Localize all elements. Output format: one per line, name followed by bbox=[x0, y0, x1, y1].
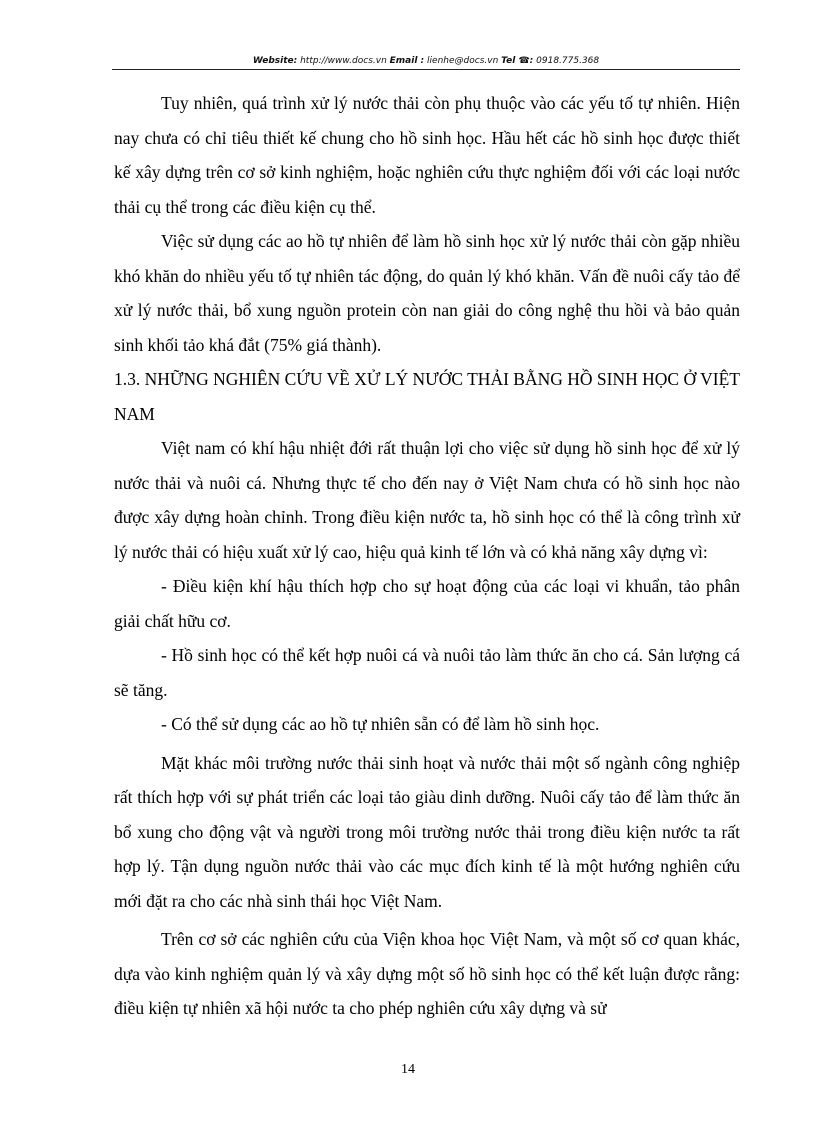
bullet-item: - Điều kiện khí hậu thích hợp cho sự hoạt động của các loại vi khuẩn, tảo phân giải chất hữu cơ. bbox=[114, 576, 740, 631]
tel-value: 0918.775.368 bbox=[536, 56, 600, 66]
section-heading: 1.3. NHỮNG NGHIÊN CỨU VỀ XỬ LÝ NƯỚC THẢI BẰNG HỒ SINH HỌC Ở VIỆT NAM bbox=[114, 369, 740, 424]
document-body bbox=[114, 86, 740, 1026]
email-link[interactable]: lienhe@docs.vn bbox=[427, 56, 499, 66]
email-label: Email : bbox=[389, 56, 425, 66]
website-label: Website: bbox=[252, 56, 298, 66]
paragraph-2: Việc sử dụng các ao hồ tự nhiên để làm hồ sinh học xử lý nước thải còn gặp nhiều khó khăn do nhiều yếu tố tự nhiên tác động, do quản lý khó khăn. Vấn đề nuôi cấy tảo để xử lý nước thải, bổ xung nguồn protein còn nan giải do công nghệ thu hồi và bảo quản sinh khối tảo khá đắt (75% giá thành). bbox=[114, 231, 740, 355]
paragraph-3: Việt nam có khí hậu nhiệt đới rất thuận lợi cho việc sử dụng hồ sinh học để xử lý nước thải và nuôi cá. Nhưng thực tế cho đến nay ở Việt Nam chưa có hồ sinh học nào được xây dựng hoàn chỉnh. Trong điều kiện nước ta, hồ sinh học có thể là công trình xử lý nước thải có hiệu xuất xử lý cao, hiệu quả kinh tế lớn và có khả năng xây dựng vì: bbox=[114, 438, 740, 562]
tel-label: Tel ☎: bbox=[501, 56, 534, 66]
page-header bbox=[112, 56, 740, 70]
website-link[interactable]: http://www.docs.vn bbox=[300, 56, 387, 66]
bullet-item: - Có thể sử dụng các ao hồ tự nhiên sẵn có để làm hồ sinh học. bbox=[161, 714, 600, 734]
paragraph-1: Tuy nhiên, quá trình xử lý nước thải còn phụ thuộc vào các yếu tố tự nhiên. Hiện nay chưa có chỉ tiêu thiết kế chung cho hồ sinh học. Hầu hết các hồ sinh học được thiết kế xây dựng trên cơ sở kinh nghiệm, hoặc nghiên cứu thực nghiệm đối với các loại nước thải cụ thể trong các điều kiện cụ thể. bbox=[114, 93, 740, 217]
paragraph-4: Mặt khác môi trường nước thải sinh hoạt và nước thải một số ngành công nghiệp rất thích hợp với sự phát triển các loại tảo giàu dinh dưỡng. Nuôi cấy tảo để làm thức ăn bổ xung cho động vật và người trong môi trường nước thải trong điều kiện nước ta rất hợp lý. Tận dụng nguồn nước thải vào các mục đích kinh tế là một hướng nghiên cứu mới đặt ra cho các nhà sinh thái học Việt Nam. bbox=[114, 752, 740, 911]
page-number: 14 bbox=[401, 1062, 415, 1077]
bullet-item: - Hồ sinh học có thể kết hợp nuôi cá và nuôi tảo làm thức ăn cho cá. Sản lượng cá sẽ tăng. bbox=[114, 645, 740, 700]
paragraph-5: Trên cơ sở các nghiên cứu của Viện khoa học Việt Nam, và một số cơ quan khác, dựa vào kinh nghiệm quản lý và xây dựng một số hồ sinh học có thể kết luận được rằng: điều kiện tự nhiên xã hội nước ta cho phép nghiên cứu xây dựng và sử bbox=[114, 929, 740, 1018]
